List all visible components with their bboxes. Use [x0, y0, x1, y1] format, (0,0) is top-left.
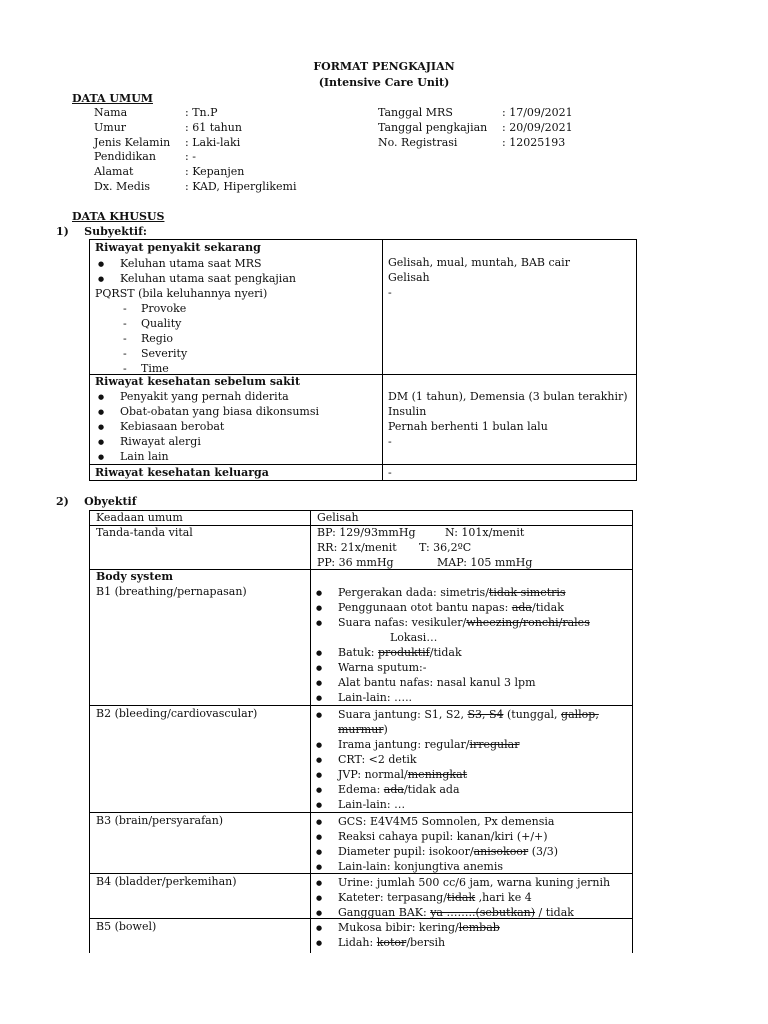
pqrst-item: - Provoke: [141, 302, 187, 317]
ku-label: Keadaan umum: [96, 511, 183, 524]
b2-item: ● Edema: ada/tidak ada: [338, 783, 599, 798]
b1-item: ● Lain-lain: …..: [338, 691, 590, 706]
field-label: Dx. Medis: [94, 180, 150, 193]
b4-list: [338, 876, 610, 921]
field-value: : 17/09/2021: [502, 106, 573, 119]
ttv-bp: BP: 129/93mmHg: [317, 526, 416, 539]
ttv-map: MAP: 105 mmHg: [437, 556, 533, 569]
rps-item: ● Keluhan utama saat MRS: [120, 257, 296, 272]
b2-item: ● JVP: normal/meningkat: [338, 768, 599, 783]
rkk-title: Riwayat kesehatan keluarga: [95, 466, 269, 479]
ttv-rr: RR: 21x/menit: [317, 541, 397, 554]
field-value: : Tn.P: [185, 106, 218, 119]
field-value: : Laki-laki: [185, 135, 241, 149]
b1-item: ● Penggunaan otot bantu napas: ada/tidak: [338, 601, 590, 616]
b4-item: ● Gangguan BAK: ya ……..(sebutkan) / tidak: [338, 906, 610, 921]
ttv-n: N: 101x/menit: [445, 526, 525, 539]
rps-value: Gelisah, mual, muntah, BAB cair: [388, 256, 570, 269]
subyektif-heading: 1) Subyektif:: [56, 225, 147, 238]
b1-item: ● Pergerakan dada: simetris/tidak simetris: [338, 586, 590, 601]
rps-value: -: [388, 286, 392, 299]
field-value: : 61 tahun: [185, 120, 242, 134]
b5-item: ● Lidah: kotor/bersih: [338, 936, 500, 951]
field-value: : 12025193: [502, 135, 566, 149]
b1-item: ● Warna sputum:-: [338, 661, 590, 676]
b1-label: B1 (breathing/pernapasan): [96, 585, 247, 598]
b1-list: [338, 586, 590, 706]
field-value: : 20/09/2021: [502, 120, 573, 134]
rks-item: ● Riwayat alergi: [120, 435, 319, 450]
rkk-value: -: [388, 466, 392, 479]
field-label: Umur: [94, 120, 127, 134]
b3-label: B3 (brain/persyarafan): [96, 814, 224, 827]
rks-item: ● Penyakit yang pernah diderita: [120, 390, 319, 405]
b3-list: [338, 815, 558, 875]
body-system-label: Body system: [96, 570, 174, 583]
pqrst-item: - Regio: [141, 332, 187, 347]
b1-item: ● Suara nafas: vesikuler/wheezing/ronchi/rales: [338, 616, 590, 631]
b2-item-cont: murmur): [338, 723, 388, 736]
ttv-label: Tanda-tanda vital: [96, 526, 193, 539]
rps-items: [120, 257, 296, 287]
b2-label: B2 (bleeding/cardiovascular): [96, 707, 258, 720]
rks-item: ● Lain lain: [120, 450, 319, 465]
b4-label: B4 (bladder/perkemihan): [96, 875, 237, 888]
pqrst-label: PQRST (bila keluhannya nyeri): [95, 287, 268, 300]
field-label: Nama: [94, 106, 128, 119]
b1-item: ● Batuk: produktif/tidak: [338, 646, 590, 661]
field-label: Tanggal MRS: [378, 106, 453, 119]
ttv-t: T: 36,2ºC: [419, 541, 472, 554]
b5-label: B5 (bowel): [96, 920, 157, 933]
rks-value: DM (1 tahun), Demensia (3 bulan terakhir): [388, 390, 628, 403]
pqrst-item: - Severity: [141, 347, 187, 362]
field-label: Jenis Kelamin: [94, 135, 171, 149]
b4-item: ● Kateter: terpasang/tidak ,hari ke 4: [338, 891, 610, 906]
b3-item: ● Reaksi cahaya pupil: kanan/kiri (+/+): [338, 830, 558, 845]
field-label: No. Registrasi: [378, 135, 458, 149]
b5-list: [338, 921, 500, 951]
ttv-pp: PP: 36 mmHg: [317, 556, 394, 569]
rks-value: -: [388, 435, 392, 448]
rks-value: Insulin: [388, 405, 427, 418]
data-khusus-heading: DATA KHUSUS: [72, 210, 165, 223]
ku-value: Gelisah: [317, 511, 359, 524]
obyektif-divider: [310, 510, 311, 953]
field-value: : Kepanjen: [185, 165, 245, 179]
b1-item: ● Alat bantu nafas: nasal kanul 3 lpm: [338, 676, 590, 691]
rks-value: Pernah berhenti 1 bulan lalu: [388, 420, 548, 433]
rks-item: ● Obat-obatan yang biasa dikonsumsi: [120, 405, 319, 420]
field-value: : -: [185, 150, 196, 164]
field-label: Pendidikan: [94, 150, 156, 164]
field-label: Tanggal pengkajian: [378, 120, 488, 134]
rks-title: Riwayat kesehatan sebelum sakit: [95, 375, 301, 388]
b2-item: ● Lain-lain: …: [338, 798, 599, 813]
b3-item: ● Diameter pupil: isokoor/anisokoor (3/3): [338, 845, 558, 860]
rks-item: ● Kebiasaan berobat: [120, 420, 319, 435]
b2-item: ● Suara jantung: S1, S2, S3, S4 (tunggal, gallop,: [338, 708, 599, 723]
b2-item: ● CRT: <2 detik: [338, 753, 599, 768]
page-title: FORMAT PENGKAJIAN: [313, 60, 455, 73]
pqrst-item: - Quality: [141, 317, 187, 332]
rps-value: Gelisah: [388, 271, 430, 284]
b4-item: ● Urine: jumlah 500 cc/6 jam, warna kuning jernih: [338, 876, 610, 891]
field-value: : KAD, Hiperglikemi: [185, 180, 297, 193]
subyektif-divider: [382, 239, 383, 481]
pqrst-items: [141, 302, 187, 377]
rps-title: Riwayat penyakit sekarang: [95, 241, 261, 254]
pqrst-item: - Time: [141, 362, 187, 377]
b2-item: ● Irama jantung: regular/irregular: [338, 738, 599, 753]
rps-item: ● Keluhan utama saat pengkajian: [120, 272, 296, 287]
obyektif-heading: 2) Obyektif: [56, 495, 137, 508]
b1-lokasi: Lokasi…: [390, 631, 438, 644]
b2-list: [338, 708, 599, 813]
page-subtitle: (Intensive Care Unit): [318, 76, 450, 89]
data-umum-heading: DATA UMUM: [72, 92, 153, 105]
b5-item: ● Mukosa bibir: kering/lembab: [338, 921, 500, 936]
field-label: Alamat: [94, 165, 134, 179]
b3-item: ● GCS: E4V4M5 Somnolen, Px demensia: [338, 815, 558, 830]
b3-item: ● Lain-lain: konjungtiva anemis: [338, 860, 558, 875]
